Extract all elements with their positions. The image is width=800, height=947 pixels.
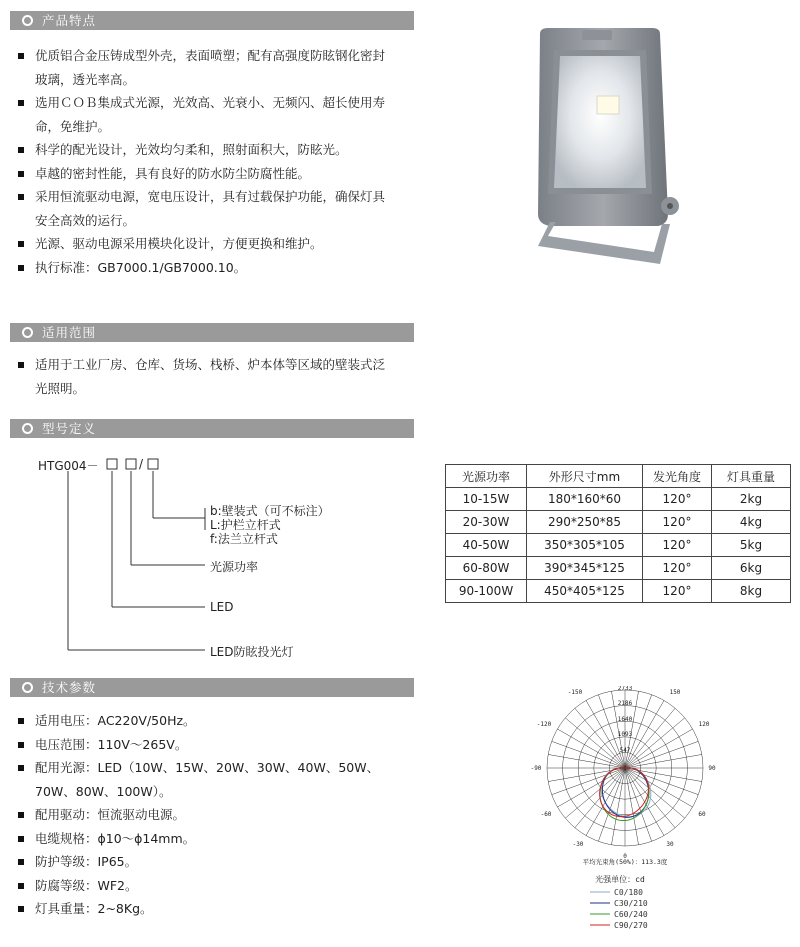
table-row bbox=[446, 557, 791, 580]
table-cell: 20-30W bbox=[446, 511, 527, 534]
angle-label: -120 bbox=[536, 721, 552, 728]
table-cell: 350*305*105 bbox=[527, 534, 643, 557]
spec-table bbox=[445, 464, 791, 603]
model-option-f: f:法兰立杆式 bbox=[210, 532, 278, 546]
model-led-label: LED bbox=[210, 600, 234, 614]
section-title: 技术参数 bbox=[42, 680, 97, 695]
table-cell: 6kg bbox=[712, 557, 791, 580]
table-row bbox=[446, 580, 791, 603]
table-cell: 60-80W bbox=[446, 557, 527, 580]
list-item: 采用恒流驱动电源，宽电压设计，具有过载保护功能，确保灯具 bbox=[18, 185, 385, 209]
angle-label: -90 bbox=[530, 765, 542, 772]
list-item-cont: 命，免维护。 bbox=[35, 118, 111, 134]
model-option-b: b:壁装式（可不标注） bbox=[210, 504, 330, 518]
list-item: 防腐等级：WF2。 bbox=[18, 874, 379, 898]
table-cell: 90-100W bbox=[446, 580, 527, 603]
table-cell: 4kg bbox=[712, 511, 791, 534]
model-option-l: L:护栏立杆式 bbox=[210, 518, 281, 532]
list-item-cont: 光照明。 bbox=[35, 380, 86, 396]
angle-label: 90 bbox=[708, 765, 716, 772]
tech-list bbox=[18, 709, 379, 921]
unit-label: 光强单位：cd bbox=[595, 875, 645, 884]
list-item: 电压范围：110V～265V。 bbox=[18, 733, 379, 757]
list-item: 适用电压：AC220V/50Hz。 bbox=[18, 709, 379, 733]
column-header: 发光角度 bbox=[643, 465, 712, 488]
table-cell: 290*250*85 bbox=[527, 511, 643, 534]
angle-label: 60 bbox=[698, 811, 706, 818]
list-item: 适用于工业厂房、仓库、货场、栈桥、炉本体等区域的壁装式泛 bbox=[18, 353, 385, 377]
ring-label: 547 bbox=[619, 747, 631, 754]
list-item: 灯具重量：2~8Kg。 bbox=[18, 897, 379, 921]
list-item-cont: 70W、80W、100W）。 bbox=[35, 783, 172, 799]
section-header-tech bbox=[10, 678, 414, 697]
list-item: 选用ＣＯＢ集成式光源，光效高、光衰小、无频闪、超长使用寿 bbox=[18, 91, 385, 115]
table-cell: 120° bbox=[643, 534, 712, 557]
column-header: 光源功率 bbox=[446, 465, 527, 488]
table-cell: 8kg bbox=[712, 580, 791, 603]
section-title: 型号定义 bbox=[42, 421, 97, 436]
light-distribution-diagram bbox=[530, 686, 720, 940]
floodlight-product-image bbox=[520, 24, 690, 278]
list-item: 卓越的密封性能，具有良好的防水防尘防腐性能。 bbox=[18, 162, 385, 186]
table-cell: 180*160*60 bbox=[527, 488, 643, 511]
list-item: 电缆规格：ϕ10～ϕ14mm。 bbox=[18, 827, 379, 851]
angle-label: 30 bbox=[666, 841, 674, 848]
legend-label: C90/270 bbox=[614, 921, 648, 930]
ring-label: 1093 bbox=[617, 731, 633, 738]
section-title: 适用范围 bbox=[42, 325, 97, 340]
table-cell: 40-50W bbox=[446, 534, 527, 557]
table-cell: 390*345*125 bbox=[527, 557, 643, 580]
ring-label: 2186 bbox=[617, 700, 633, 707]
angle-label: 120 bbox=[698, 721, 710, 728]
model-name-label: LED防眩投光灯 bbox=[210, 645, 294, 659]
intensity-curve bbox=[600, 768, 649, 817]
section-title: 产品特点 bbox=[42, 13, 97, 28]
model-power-label: 光源功率 bbox=[210, 560, 259, 574]
ring-label: 2733 bbox=[617, 686, 633, 692]
table-cell: 120° bbox=[643, 511, 712, 534]
list-item: 执行标准：GB7000.1/GB7000.10。 bbox=[18, 256, 385, 280]
table-cell: 120° bbox=[643, 557, 712, 580]
intensity-curve bbox=[602, 768, 648, 817]
table-cell: 450*405*125 bbox=[527, 580, 643, 603]
table-row bbox=[446, 534, 791, 557]
model-code: HTG004－ bbox=[38, 459, 99, 473]
table-header-row bbox=[446, 465, 791, 488]
table-row bbox=[446, 488, 791, 511]
table-cell: 10-15W bbox=[446, 488, 527, 511]
list-item: 配用驱动：恒流驱动电源。 bbox=[18, 803, 379, 827]
list-item: 光源、驱动电源采用模块化设计，方便更换和维护。 bbox=[18, 232, 385, 256]
legend-label: C30/210 bbox=[614, 899, 648, 908]
list-item-cont: 玻璃，透光率高。 bbox=[35, 71, 136, 87]
list-item: 防护等级：IP65。 bbox=[18, 850, 379, 874]
angle-label: -30 bbox=[572, 841, 584, 848]
list-item: 优质铝合金压铸成型外壳，表面喷塑；配有高强度防眩钢化密封 bbox=[18, 44, 385, 68]
circle-icon bbox=[22, 682, 33, 693]
angle-label: -60 bbox=[540, 811, 552, 818]
column-header: 外形尺寸mm bbox=[527, 465, 643, 488]
table-cell: 2kg bbox=[712, 488, 791, 511]
ring-label: 1640 bbox=[617, 716, 633, 723]
list-item: 科学的配光设计，光效均匀柔和，照射面积大，防眩光。 bbox=[18, 138, 385, 162]
beam-angle-text: 平均光束角(50%)：113.3度 bbox=[582, 858, 668, 866]
angle-label: 150 bbox=[669, 689, 681, 696]
list-item-cont: 安全高效的运行。 bbox=[35, 212, 136, 228]
table-cell: 120° bbox=[643, 580, 712, 603]
list-item: 配用光源：LED（10W、15W、20W、30W、40W、50W、 bbox=[18, 756, 379, 780]
angle-label: 0 bbox=[623, 853, 627, 860]
table-cell: 5kg bbox=[712, 534, 791, 557]
legend-label: C60/240 bbox=[614, 910, 648, 919]
table-cell: 120° bbox=[643, 488, 712, 511]
column-header: 灯具重量 bbox=[712, 465, 791, 488]
legend-label: C0/180 bbox=[614, 888, 643, 897]
model-separator: / bbox=[139, 457, 144, 471]
angle-label: -150 bbox=[567, 689, 583, 696]
table-row bbox=[446, 511, 791, 534]
